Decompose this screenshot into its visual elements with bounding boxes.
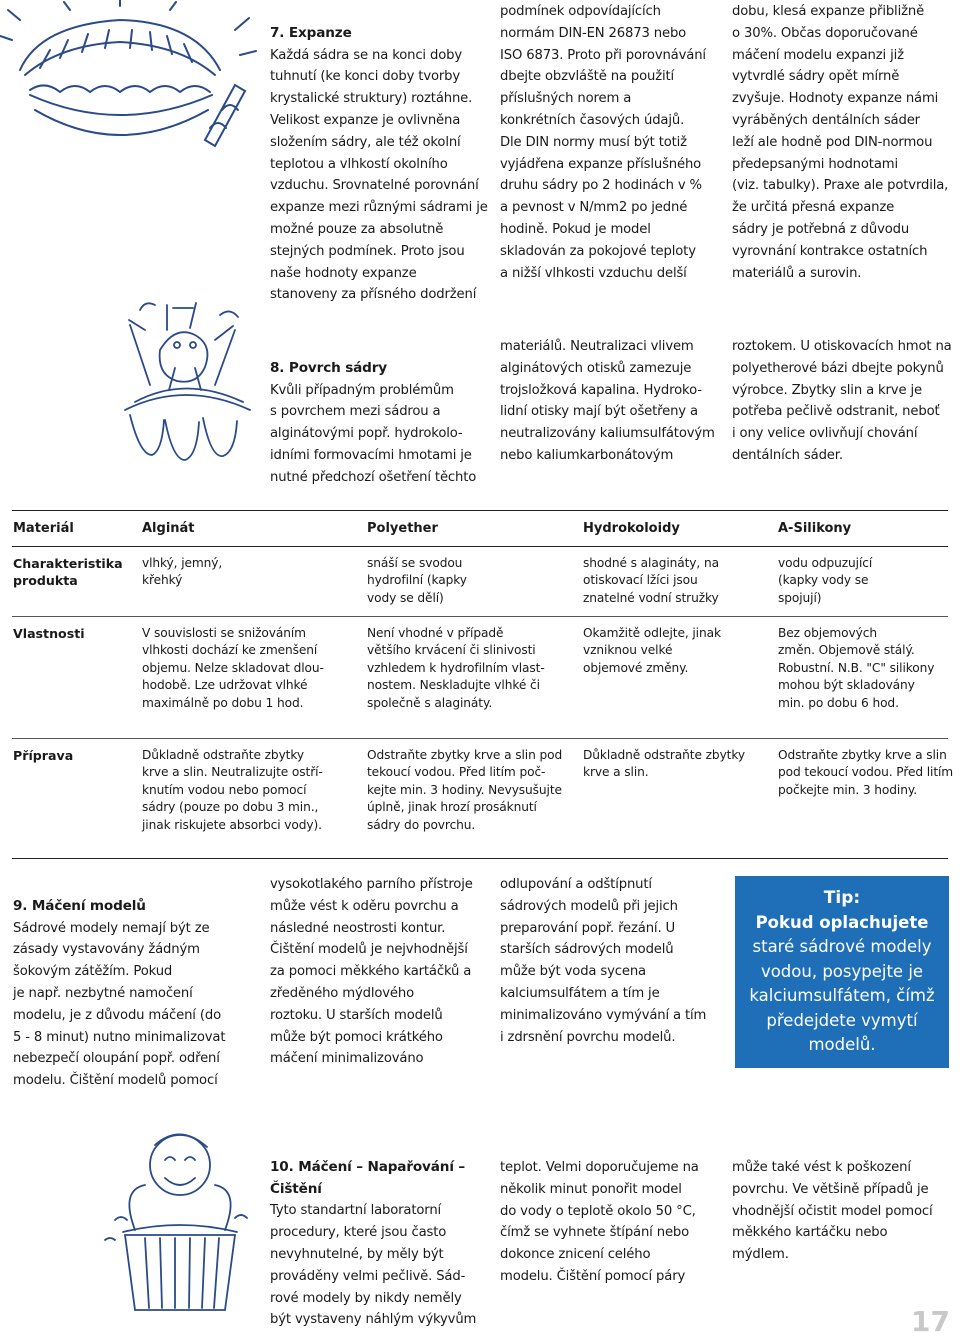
page-number: 17 (911, 1305, 950, 1338)
section-8-text-1: Kvůli případným problémům s povrchem mezi sádrou a alginátovými popř. hydrokolo- idními formovacími hmotami je nutné předchozí ošetření těchto (270, 382, 477, 485)
section-7-number: 7. (270, 24, 285, 41)
section-8-heading (270, 358, 490, 380)
table-cell: Důkladně odstraňte zbytky krve a slin. Neutralizujte ostří- knutím vodou nebo pomocí sádry (pouze po dobu 3 min., jinak riskujete absorbci vody). (142, 748, 323, 832)
teeth-workers-illustration (115, 290, 260, 470)
table-header-material: Materiál (13, 521, 74, 536)
table-cell: Odstraňte zbytky krve a slin pod tekoucí vodou. Před litím poč- kejte min. 3 hodiny. Nevysušujte úplně, jinak hrozí prosáknutí sádry do povrchu. (367, 748, 563, 832)
section-7-heading (270, 23, 490, 45)
section-8-col2: materiálů. Neutralizaci vlivem alginátových otisků zamezuje trojsložková kapalina. Hydroko- lidní otisky mají být ošetřeny a neutralizovány kaliumsulfátovým nebo kaliumkarbonátovým (500, 339, 715, 463)
section-8-col1 (270, 336, 490, 489)
table-bottom-rule (12, 858, 948, 859)
section-10-col1 (270, 1135, 495, 1331)
table-cell: vlhký, jemný, křehký (142, 556, 223, 588)
section-9-col3: odlupování a odštípnutí sádrových modelů při jejich preparování popř. řezání. U starších sádrových modelů může být voda sycena kalciumsulfátem a tím je minimalizováno vymývání a tím i zdrsnění povrchu modelů. (500, 877, 707, 1045)
table-cell: vodu odpuzující (kapky vody se spojují) (778, 556, 873, 605)
section-8-number: 8. (270, 359, 285, 376)
table-header-polyether: Polyether (367, 521, 438, 536)
tip-text: staré sádrové modely vodou, posypejte je kalciumsulfátem, čímž předejdete vymytí modelů. (749, 937, 935, 1054)
table-cell: Okamžitě odlejte, jinak vzniknou velké objemové změny. (583, 626, 721, 675)
table-header-hydrokoloidy: Hydrokoloidy (583, 521, 680, 536)
section-7-title: Expanze (288, 24, 352, 41)
table-cell: V souvislosti se snižováním vlhkosti dochází ke zmenšení objemu. Nelze skladovat dlou- hodobě. Lze udržovat vlhké maximálně po dobu 1 hod. (142, 626, 324, 710)
table-row-label-vlastnosti: Vlastnosti (13, 626, 85, 641)
table-header-a-silikony: A-Silikony (778, 521, 852, 536)
tip-title: Tip: (823, 888, 861, 908)
table-cell: shodné s alagináty, na otiskovací lžíci jsou znatelné vodní stružky (583, 556, 719, 605)
table-header-rule (12, 546, 948, 547)
section-10-heading (270, 1157, 495, 1201)
section-9-title: Máčení modelů (31, 897, 146, 914)
bathing-man-illustration (95, 1120, 265, 1325)
section-7-col1 (270, 1, 490, 306)
section-7-text-1: Každá sádra se na konci doby tuhnutí (ke konci doby tvorby krystalické struktury) roztáhne. Velikost expanze je ovlivněna složením sádry, ale též okolní teplotou a vlhkostí okolního vzduchu. Srovnatelné porovnání expanze mezi různými sádrami je možné pouze za absolutně stejných podmínek. Proto jsou naše hodnoty expanze stanoveny za přísného dodržení (270, 47, 488, 303)
table-cell: Není vhodné v případě většího krvácení či slinivosti vzhledem k hydrofilním vlast- nostem. Neskladujte vlhké či společně s alagináty. (367, 626, 545, 710)
tip-bold: Pokud oplachujete (755, 912, 929, 932)
section-9-number: 9. (13, 897, 28, 914)
section-9-text-1: Sádrové modely nemají být ze zásady vystavovány žádným šokovým zátěžím. Pokud je např. nezbytné namočení modelu, je z důvodu máčení (do 5 - 8 minut) nutno minimalizovat nebezpečí oloupání popř. odření modelu. Čištění modelů pomocí (13, 920, 226, 1089)
section-8-title: Povrch sádry (288, 359, 388, 376)
section-8-col3: roztokem. U otiskovacích hmot na polyetherové bázi dbejte pokynů výrobce. Zbytky slin a krve je potřeba pečlivě odstranit, neboť i ony velice ovlivňují chování dentálních sáder. (732, 339, 952, 463)
section-10-number: 10. (270, 1158, 294, 1175)
table-row-label-priprava: Příprava (13, 748, 74, 763)
table-cell: Bez objemových změn. Objemově stálý. Robustní. N.B. "C" silikony mohou být skladovány min. po dobu 6 hod. (778, 626, 935, 710)
table-row-rule (12, 738, 948, 739)
table-cell: Důkladně odstraňte zbytky krve a slin. (583, 748, 745, 780)
section-9-heading (13, 896, 248, 918)
table-cell: snáší se svodou hydrofilní (kapky vody se dělí) (367, 556, 467, 605)
section-9-col2: vysokotlakého parního přístroje může vést k oděru povrchu a následné neostrosti kontur. Čištění modelů je nejvhodnější za pomoci měkkého kartáčků a zředěného mýdlového roztoku. U starších modelů může být pomoci krátkého máčení minimalizováno (270, 877, 473, 1067)
table-cell: Odstraňte zbytky krve a slin pod tekoucí vodou. Před litím počkejte min. 3 hodiny. (778, 748, 954, 797)
section-9-col1 (13, 874, 248, 1092)
table-top-rule (12, 510, 948, 511)
section-10-text-1: Tyto standartní laboratorní procedury, které jsou často nevyhnutelné, by měly být prováděny velmi pečlivě. Sád- rové modely by nikdy neměly být vystaveny náhlým výkyvům (270, 1203, 477, 1328)
section-7-col3: dobu, klesá expanze přibližně o 30%. Občas doporučované máčení modelu expanzi již vytvrdlé sádry opět mírně zvyšuje. Hodnoty expanze námi vyráběných dentálních sáder leží ale hodně pod DIN-normou předepsanými hodnotami (viz. tabulky). Praxe ale potvrdila, že určitá přesná expanze sádry je potřebná z důvodu vyrovnání kontrakce ostatních materiálů a surovin. (732, 4, 949, 281)
table-row-label-charakteristika: Charakteristika produkta (13, 556, 123, 589)
table-row-rule (12, 616, 948, 617)
section-10-col2: teplot. Velmi doporučujeme na několik minut ponořit model do vody o teplotě okolo 50 °C, čímž se vyhnete štípání nebo dokonce znicení celého modelu. Čištění pomocí páry (500, 1160, 699, 1284)
section-10-title: Máčení – Napařování – Čištění (270, 1158, 466, 1197)
table-header-alginat: Alginát (142, 521, 195, 536)
tip-box (735, 876, 949, 1068)
section-7-col2: podmínek odpovídajících normám DIN-EN 26873 nebo ISO 6873. Proto při porovnávání dbejte obzvláště na použití příslušných norem a konkrétních časových údajů. Dle DIN normy musí být totiž vyjádřena expanze příslušného druhu sádry po 2 hodinách v % a pevnost v N/mm2 po jedné hodině. Pokud je model skladován za pokojové teploty a nižší vlhkosti vzduchu delší (500, 4, 706, 281)
section-10-col3: může také vést k poškození povrchu. Ve většině případů je vhodnější očistit model pomocí měkkého kartáčku nebo mýdlem. (732, 1160, 933, 1263)
dentures-illustration (0, 0, 262, 175)
